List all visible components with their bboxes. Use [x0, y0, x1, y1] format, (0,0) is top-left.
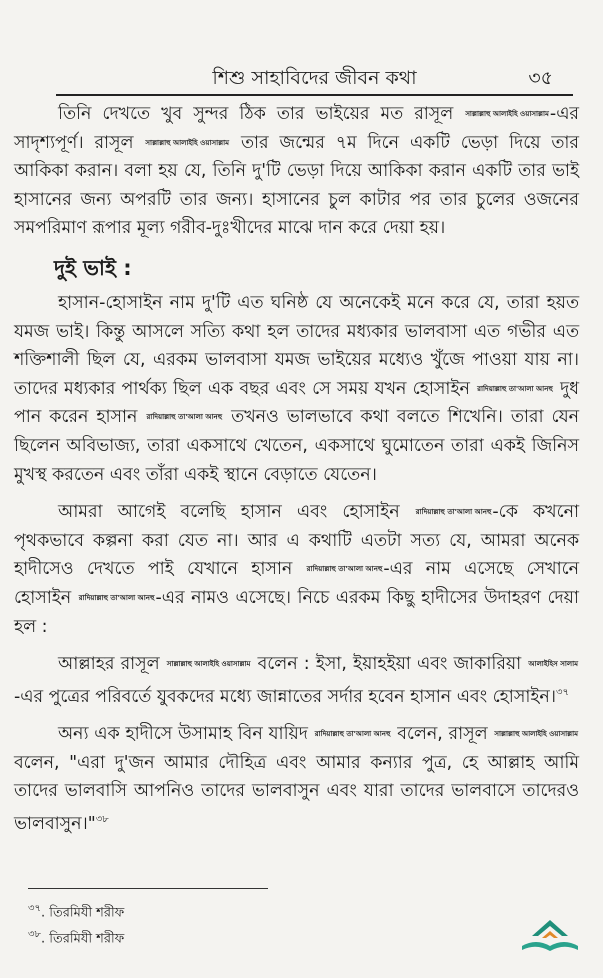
paragraph-2	[14, 289, 579, 489]
honorific-radiyallahu: রাদিয়াল্লাহু তা'আলা আনহু	[306, 565, 383, 574]
header-rule	[56, 94, 573, 96]
p5-text-b: বলেন, রাসূল	[391, 724, 494, 745]
footnote-item	[28, 924, 124, 950]
p3-text-d: -এর নামও এসেছে। নিচে এরকম কিছু হাদীসের উদাহরণ দেয়া হল :	[14, 587, 579, 637]
publisher-logo-icon	[518, 916, 582, 956]
p1-text-b: -এর সাদৃশ্যপূর্ণ। রাসূল	[14, 104, 579, 153]
honorific-sallallahu: সাল্লাল্লাহু আলাইহি ওয়াসাল্লাম	[145, 138, 230, 147]
honorific-sallallahu: সাল্লাল্লাহু আলাইহি ওয়াসাল্লাম	[494, 730, 578, 739]
footnote-ref[interactable]: ৩৭	[556, 686, 570, 698]
p4-text-a: আল্লাহর রাসূল	[58, 654, 166, 675]
footnotes	[28, 898, 124, 951]
paragraph-1	[14, 100, 579, 243]
p2-text-b: দুধ পান করেন হাসান	[14, 378, 579, 428]
p5-text-a: অন্য এক হাদীসে উসামাহ বিন যায়িদ	[58, 724, 314, 745]
paragraph-3	[14, 498, 579, 641]
p5-text-c: বলেন, "এরা দু'জন আমার দৌহিত্র এবং আমার কন্যার পুত্র, হে আল্লাহ আমি তাদের ভালবাসি আপনিও তাদের ভালবাসুন এবং যারা তাদের ভালবাসে তাদেরও ভালবাসুন।"	[14, 752, 579, 834]
footnote-number: ৩৭	[28, 903, 42, 914]
footnote-number: ৩৮	[28, 929, 41, 941]
p2-text-a: হাসান-হোসাইন নাম দু'টি এত ঘনিষ্ঠ যে অনেকেই মনে করে যে, তারা হয়ত যমজ ভাই। কিন্তু আসলে সত্যি কথা হল তাদের মধ্যকার ভালবাসা এত গভীর এত শক্তিশালী ছিল যে, এরকম ভালবাসা যমজ ভাইয়ের মধ্যেও খুঁজে পাওয়া যায় না। তাদের মধ্যকার পার্থক্য ছিল এক বছর এবং সে সময় যখন হোসাইন	[14, 292, 579, 399]
footnote-item	[28, 898, 124, 924]
honorific-radiyallahu: রাদিয়াল্লাহু তা'আলা আনহু	[314, 730, 391, 739]
honorific-radiyallahu: রাদিয়াল্লাহু তা'আলা আনহু	[146, 413, 223, 422]
p2-text-c: তখনও ভালভাবে কথা বলতে শিখেনি। তারা যেন ছিলেন অবিভাজ্য, তারা একসাথে খেতেন, একসাথে ঘুমোতেন তারা একই জিনিস মুখস্থ করতেন এবং তাঁরা একই স্থানে বেড়াতে যেতেন।	[14, 407, 579, 485]
p1-text-a: তিনি দেখতে খুব সুন্দর ঠিক তার ভাইয়ের মত রাসূল	[58, 104, 465, 124]
running-header	[56, 60, 573, 96]
honorific-sallallahu: সাল্লাল্লাহু আলাইহি ওয়াসাল্লাম	[465, 110, 549, 118]
honorific-alaihis: আলাইহিস সালাম	[528, 660, 578, 669]
main-text	[14, 100, 579, 847]
p1-text-c: তার জন্মের ৭ম দিনে একটি ভেড়া দিয়ে তার আকিকা করান। বলা হয় যে, তিনি দু'টি ভেড়া দিয়ে আকিকা করান একটি তার ভাই হাসানের জন্য অপরটি তার জন্য। হাসানের চুল কাটার পর তার চুলের ওজনের সমপরিমাণ রূপার মূল্য গরীব-দুঃখীদের মাঝে দান করে দেয়া হয়।	[14, 132, 579, 239]
p4-text-b: বলেন : ইসা, ইয়াহইয়া এবং জাকারিয়া	[251, 654, 528, 675]
paragraph-4	[14, 650, 579, 711]
footnote-rule	[28, 888, 268, 889]
page-number: ৩৫	[528, 67, 553, 89]
paragraph-5	[14, 720, 579, 838]
p3-text-c: -এর নাম এসেছে সেখানে হোসাইন	[14, 559, 580, 608]
p3-text-a: আমরা আগেই বলেছি হাসান এবং হোসাইন	[58, 502, 415, 523]
footnote-text: . তিরমিযী শরীফ	[41, 905, 125, 921]
section-heading: দুই ভাই :	[54, 255, 132, 280]
footnote-ref[interactable]: ৩৮	[95, 813, 109, 825]
book-title: শিশু সাহাবিদের জীবন কথা	[212, 67, 417, 89]
honorific-radiyallahu: রাদিয়াল্লাহু তা'আলা আনহু	[78, 593, 155, 602]
footnote-text: . তিরমিযী শরীফ	[41, 931, 125, 947]
p4-text-c: -এর পুত্রের পরিবর্তে যুবকদের মধ্যে জান্নাতের সর্দার হবেন হাসান এবং হোসাইন।	[14, 686, 557, 707]
honorific-radiyallahu: রাদিয়াল্লাহু তা'আলা আনহু	[477, 384, 553, 393]
honorific-radiyallahu: রাদিয়াল্লাহু তা'আলা আনহু	[415, 508, 492, 517]
honorific-sallallahu: সাল্লাল্লাহু আলাইহি ওয়াসাল্লাম	[166, 660, 251, 669]
p3-text-b: -কে কখনো পৃথকভাবে কল্পনা করা যেত না। আর এ কথাটি এতটা সত্য যে, আমরা অনেক হাদীসেও দেখতে পাই যেখানে হাসান	[14, 502, 580, 580]
